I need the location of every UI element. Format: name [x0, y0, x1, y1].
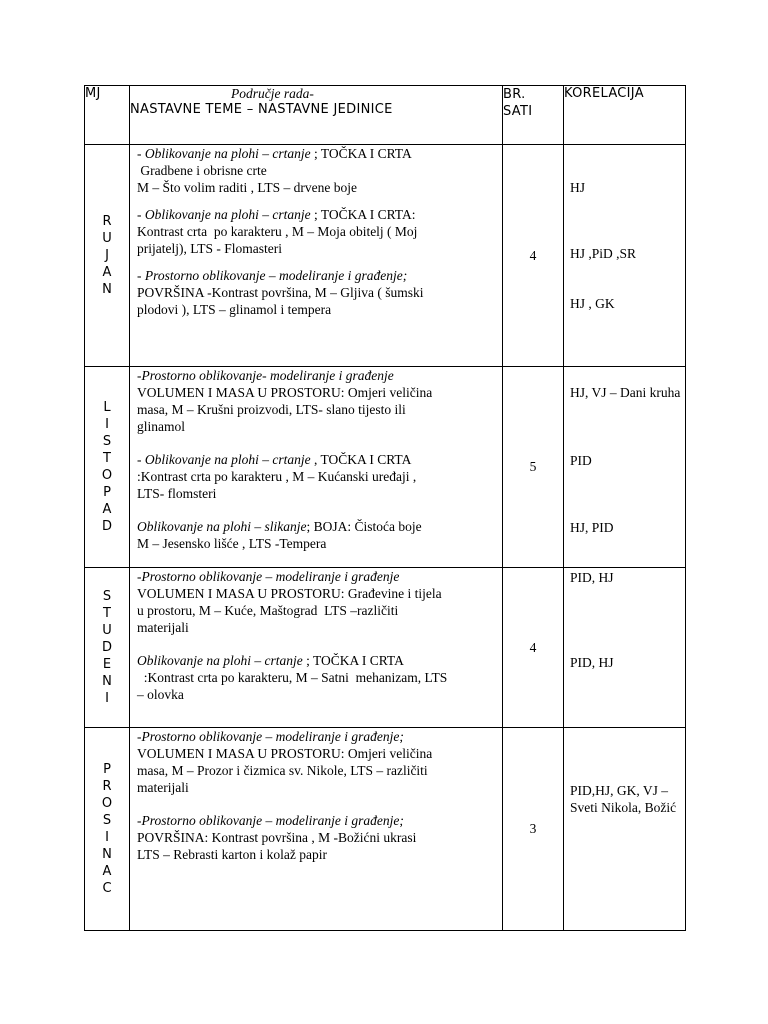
table-header-row — [85, 86, 686, 145]
lesson-line — [137, 284, 496, 301]
correlation-cell — [564, 568, 686, 728]
lesson-line — [137, 162, 496, 179]
table-row — [85, 367, 686, 568]
lesson-line — [137, 223, 496, 240]
correlation-item: PID — [570, 453, 592, 468]
correlation-item: HJ , GK — [570, 296, 615, 311]
lesson-entry — [137, 206, 496, 257]
lesson-line — [137, 179, 496, 196]
lesson-line — [137, 301, 496, 318]
lesson-line — [137, 669, 496, 686]
lesson-line — [137, 728, 496, 745]
month-letter: S — [102, 589, 112, 604]
header-topics — [130, 86, 503, 145]
lesson-entry — [137, 451, 496, 502]
lesson-text: VOLUMEN I MASA U PROSTORU: Građevine i tijela — [137, 586, 442, 601]
month-letter: N — [102, 282, 112, 297]
lesson-entry — [137, 568, 496, 636]
month-letter: I — [105, 830, 109, 845]
lesson-text: masa, M – Prozor i čizmica sv. Nikole, LTS – različiti — [137, 763, 428, 778]
lesson-line — [137, 468, 496, 485]
lesson-text: VOLUMEN I MASA U PROSTORU: Omjeri veličina — [137, 385, 433, 400]
lesson-text: – olovka — [137, 687, 184, 702]
lesson-line — [137, 206, 496, 223]
month-name-vertical — [102, 213, 112, 298]
hours-cell: 3 — [503, 728, 564, 931]
month-letter: O — [101, 796, 113, 811]
month-letter: N — [102, 674, 112, 689]
month-name-vertical — [102, 588, 112, 707]
lesson-text: ; TOČKA I CRTA: — [313, 207, 416, 222]
lesson-area-italic: - Oblikovanje na plohi – crtanje — [137, 207, 314, 222]
lesson-text: POVRŠINA -Kontrast površina, M – Gljiva ( šumski — [137, 285, 424, 300]
lesson-area-italic: -Prostorno oblikovanje – modeliranje i građenje; — [137, 813, 404, 828]
lesson-line — [137, 418, 496, 435]
header-area: Područje rada- — [231, 86, 314, 101]
lesson-entry — [137, 728, 496, 796]
month-letter: D — [101, 519, 112, 534]
lesson-text: ; TOČKA I CRTA — [313, 146, 412, 161]
lesson-text: :Kontrast crta po karakteru , M – Kućanski uređaji , — [137, 469, 417, 484]
lesson-area-italic: -Prostorno oblikovanje – modeliranje i građenje — [137, 569, 400, 584]
table-row — [85, 728, 686, 931]
correlation-item: HJ ,PiD ,SR — [570, 246, 637, 261]
hours-cell: 5 — [503, 367, 564, 568]
lesson-text: plodovi ), LTS – glinamol i tempera — [137, 302, 332, 317]
month-letter: S — [102, 434, 112, 449]
month-cell — [85, 367, 130, 568]
lesson-text: M – Jesensko lišće , LTS -Tempera — [137, 536, 327, 551]
month-letter: E — [102, 657, 112, 672]
month-letter: J — [105, 248, 109, 263]
topics-cell — [130, 728, 503, 931]
lesson-area-italic: - Prostorno oblikovanje – modeliranje i građenje; — [137, 268, 408, 283]
month-cell — [85, 145, 130, 367]
lesson-line — [137, 779, 496, 796]
lesson-entry — [137, 145, 496, 196]
lesson-text: , TOČKA I CRTA — [313, 452, 412, 467]
month-letter: R — [102, 214, 112, 229]
month-letter: T — [103, 606, 111, 621]
month-letter: I — [105, 417, 109, 432]
lesson-area-italic: Oblikovanje na plohi – slikanje — [137, 519, 307, 534]
lesson-entry — [137, 518, 496, 552]
lesson-line — [137, 602, 496, 619]
topics-cell — [130, 145, 503, 367]
lesson-entry — [137, 367, 496, 435]
correlation-item: HJ, VJ – Dani kruha — [570, 385, 681, 400]
header-hours-line1: BR. — [503, 87, 526, 102]
month-letter: A — [102, 265, 112, 280]
month-cell — [85, 568, 130, 728]
header-topics-label: NASTAVNE TEME – NASTAVNE JEDINICE — [130, 102, 393, 117]
lesson-line — [137, 745, 496, 762]
month-letter: A — [102, 864, 112, 879]
lesson-line — [137, 535, 496, 552]
month-letter: A — [102, 502, 112, 517]
lesson-text: ; TOČKA I CRTA — [306, 653, 404, 668]
lesson-line — [137, 846, 496, 863]
lesson-text: :Kontrast crta po karakteru, M – Satni mehanizam, LTS — [137, 670, 448, 685]
lesson-text: materijali — [137, 780, 189, 795]
header-month: MJ — [85, 86, 130, 145]
month-letter: C — [102, 881, 112, 896]
month-letter: T — [103, 451, 111, 466]
lesson-line — [137, 829, 496, 846]
lesson-line — [137, 401, 496, 418]
lesson-line — [137, 240, 496, 257]
lesson-text: ; BOJA: Čistoća boje — [306, 519, 422, 534]
correlation-item: PID, HJ — [570, 570, 614, 585]
month-letter: P — [103, 485, 111, 500]
correlation-cell — [564, 367, 686, 568]
lesson-line — [137, 686, 496, 703]
lesson-text: VOLUMEN I MASA U PROSTORU: Omjeri veličina — [137, 746, 433, 761]
topics-cell — [130, 568, 503, 728]
month-letter: U — [102, 623, 112, 638]
lesson-line — [137, 762, 496, 779]
month-letter: R — [102, 779, 112, 794]
lesson-text: M – Što volim raditi , LTS – drvene boje — [137, 180, 357, 195]
lesson-line — [137, 267, 496, 284]
lesson-line — [137, 367, 496, 384]
lesson-text: LTS – Rebrasti karton i kolaž papir — [137, 847, 327, 862]
month-letter: P — [103, 762, 111, 777]
month-cell — [85, 728, 130, 931]
table-row — [85, 568, 686, 728]
lesson-area-italic: - Oblikovanje na plohi – crtanje — [137, 452, 314, 467]
lesson-line — [137, 652, 496, 669]
header-hours-line2: SATI — [503, 104, 533, 119]
table-row — [85, 145, 686, 367]
lesson-area-italic: -Prostorno oblikovanje – modeliranje i građenje; — [137, 729, 404, 744]
month-letter: U — [102, 231, 112, 246]
lesson-area-italic: - Oblikovanje na plohi – crtanje — [137, 146, 314, 161]
lesson-entry — [137, 812, 496, 863]
lesson-line — [137, 568, 496, 585]
header-correlation: KORELACIJA — [564, 86, 686, 145]
lesson-text: prijatelj), LTS - Flomasteri — [137, 241, 282, 256]
lesson-line — [137, 485, 496, 502]
correlation-cell — [564, 145, 686, 367]
lesson-line — [137, 585, 496, 602]
hours-cell: 4 — [503, 568, 564, 728]
month-letter: I — [105, 691, 109, 706]
month-letter: S — [102, 813, 112, 828]
topics-cell — [130, 367, 503, 568]
month-name-vertical — [102, 399, 112, 535]
month-letter: O — [101, 468, 113, 483]
lesson-entry — [137, 652, 496, 703]
lesson-text: masa, M – Krušni proizvodi, LTS- slano tijesto ili — [137, 402, 406, 417]
correlation-cell — [564, 728, 686, 931]
lesson-area-italic: -Prostorno oblikovanje- modeliranje i građenje — [137, 368, 394, 383]
correlation-item: PID, HJ — [570, 655, 614, 670]
lesson-line — [137, 619, 496, 636]
lesson-text: u prostoru, M – Kuće, Maštograd LTS –različiti — [137, 603, 399, 618]
lesson-line — [137, 812, 496, 829]
lesson-line — [137, 451, 496, 468]
table-body — [85, 145, 686, 931]
lesson-text: LTS- flomsteri — [137, 486, 217, 501]
month-name-vertical — [102, 761, 112, 897]
lesson-text: materijali — [137, 620, 189, 635]
lesson-text: Gradbene i obrisne crte — [137, 163, 267, 178]
hours-cell: 4 — [503, 145, 564, 367]
lesson-line — [137, 384, 496, 401]
lesson-line — [137, 518, 496, 535]
correlation-item: HJ, PID — [570, 520, 614, 535]
correlation-item: PID,HJ, GK, VJ – Sveti Nikola, Božić — [570, 783, 677, 815]
month-letter: D — [101, 640, 112, 655]
lesson-line — [137, 145, 496, 162]
lesson-text: glinamol — [137, 419, 185, 434]
lesson-entry — [137, 267, 496, 318]
correlation-item: HJ — [570, 180, 586, 195]
month-letter: N — [102, 847, 112, 862]
header-hours — [503, 86, 564, 145]
lesson-area-italic: Oblikovanje na plohi – crtanje — [137, 653, 307, 668]
month-letter: L — [103, 400, 111, 415]
lesson-text: Kontrast crta po karakteru , M – Moja obitelj ( Moj — [137, 224, 418, 239]
curriculum-table — [84, 85, 686, 931]
lesson-text: POVRŠINA: Kontrast površina , M -Božićni ukrasi — [137, 830, 417, 845]
